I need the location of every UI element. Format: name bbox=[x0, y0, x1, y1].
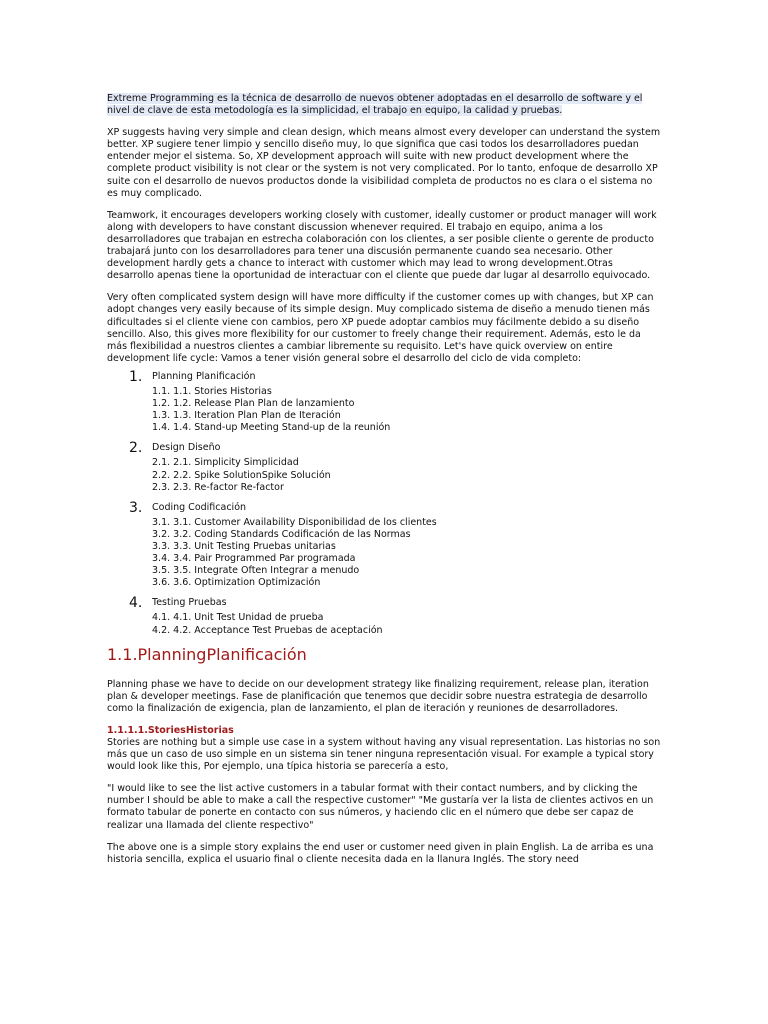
toc-subitem: 2.3. 2.3. Re-factor Re-factor bbox=[152, 481, 284, 493]
toc-subitem: 4.1. 4.1. Unit Test Unidad de prueba bbox=[152, 612, 324, 624]
toc-subitem: 3.4. 3.4. Pair Programmed Par programada bbox=[152, 553, 356, 565]
toc-subitem: 2.1. 2.1. Simplicity Simplicidad bbox=[152, 457, 299, 469]
toc-subitem: 3.2. 3.2. Coding Standards Codificación de las Normas bbox=[152, 528, 411, 540]
toc-subitem: 3.5. 3.5. Integrate Often Integrar a menudo bbox=[152, 565, 360, 577]
toc-label: Coding Codificación bbox=[152, 501, 247, 513]
toc-subitem: 3.3. 3.3. Unit Testing Pruebas unitarias bbox=[152, 541, 336, 552]
toc-subitem: 4.2. 4.2. Acceptance Test Pruebas de aceptación bbox=[152, 624, 383, 636]
document-body bbox=[107, 93, 662, 876]
toc-sublist bbox=[152, 517, 662, 590]
toc-subitem: 1.2. 1.2. Release Plan Plan de lanzamiento bbox=[152, 398, 355, 410]
toc-label: Testing Pruebas bbox=[152, 597, 227, 609]
toc-item-design bbox=[107, 442, 662, 493]
intro-paragraph bbox=[107, 93, 662, 117]
highlighted-text: Extreme Programming es la técnica de desarrollo de nuevos obtener adoptadas en el desarrollo de software y el nivel de clave de esta metodología es la simplicidad, el trabajo en equipo, la calidad y pruebas. bbox=[107, 93, 643, 117]
design-paragraph: XP suggests having very simple and clean design, which means almost every developer can understand the system better. XP sugiere tener limpio y sencillo diseño muy, lo que significa que casi todos los desarrolladores puedan entender mejor el sistema. So, XP development approach will suite with new product development where the complete product visibility is not clear or the system is not very complicated. Por lo tanto, enfoque de desarrollo XP suite con el desarrollo de nuevos productos donde la visibilidad completa de productos no es clara o el sistema no es muy complicado. bbox=[107, 127, 661, 199]
toc-sublist bbox=[152, 457, 662, 493]
stories-paragraph: Stories are nothing but a simple use case in a system without having any visual representation. Las historias no son más que un caso de uso simple en un sistema sin tener ninguna representación visual. For example a typical story would look like this, Por ejemplo, una típica historia se parecería a esto, bbox=[107, 736, 661, 773]
toc-item-testing bbox=[107, 597, 662, 636]
toc-item-planning bbox=[107, 368, 662, 434]
toc-sublist bbox=[152, 386, 662, 434]
toc-number: 1. bbox=[129, 368, 143, 385]
teamwork-paragraph: Teamwork, it encourages developers working closely with customer, ideally customer or product manager will work along with developers to have constant discussion whenever required. El trabajo en equipo, anima a los desarrolladores que trabajan en estrecha colaboración con los clientes, a ser posible cliente o gerente de producto trabajará junto con los desarrolladores para tener una discusión permanente cuando sea necesario. Other development hardly gets a chance to interact with customer which may lead to wrong development.Otras desarrollo apenas tiene la oportunidad de interactuar con el cliente que puede dar lugar al desarrollo equivocado. bbox=[107, 209, 657, 282]
toc-subitem: 1.1. 1.1. Stories Historias bbox=[152, 385, 272, 397]
story-quote-paragraph: "I would like to see the list active customers in a tabular format with their contact numbers, and by clicking the number I should be able to make a call the respective customer" "Me gustaría ver la lista de clientes activos en un formato tabular de ponerte en contacto con sus números, y haciendo clic en el número que debe ser capaz de realizar una llamada del cliente respectivo" bbox=[107, 783, 654, 831]
toc-number: 2. bbox=[129, 440, 143, 457]
toc-subitem: 2.2. 2.2. Spike SolutionSpike Solución bbox=[152, 469, 331, 481]
toc-number: 3. bbox=[129, 499, 143, 516]
closing-paragraph: The above one is a simple story explains the end user or customer need given in plain English. La de arriba es una historia sencilla, explica el usuario final o cliente necesita dada en la llanura Inglés. The story need bbox=[107, 841, 654, 865]
toc-item-coding bbox=[107, 499, 662, 590]
toc-sublist bbox=[152, 612, 662, 636]
toc-label: Planning Planificación bbox=[152, 370, 256, 382]
subsection-heading: 1.1.1.1.StoriesHistorias bbox=[107, 724, 234, 736]
toc-subitem: 1.3. 1.3. Iteration Plan Plan de Iteración bbox=[152, 410, 341, 422]
section-heading: 1.1.PlanningPlanificación bbox=[107, 644, 307, 664]
toc-label: Design Diseño bbox=[152, 442, 221, 454]
table-of-contents bbox=[107, 368, 662, 637]
toc-subitem: 3.1. 3.1. Customer Availability Disponibilidad de los clientes bbox=[152, 516, 437, 528]
complicated-design-paragraph: Very often complicated system design will have more difficulty if the customer comes up with changes, but XP can adopt changes very easily because of its simple design. Muy complicado sistema de diseño a menudo tienen más dificultades si el cliente viene con cambios, pero XP puede adoptar cambios muy fácilmente debido a su diseño sencillo. Also, this gives more flexibility for our customer to freely change their requirement. Además, esto le da más flexibilidad a nuestros clientes a cambiar libremente su requisito. Let's have quick overview on entire development life cycle: Vamos a tener visión general sobre el desarrollo del ciclo de vida completo: bbox=[107, 292, 654, 364]
toc-number: 4. bbox=[129, 595, 143, 612]
toc-subitem: 3.6. 3.6. Optimization Optimización bbox=[152, 577, 321, 589]
planning-paragraph: Planning phase we have to decide on our development strategy like finalizing requirement, release plan, iteration plan & developer meetings. Fase de planificación que tenemos que decidir sobre nuestra estrategia de desarrollo como la finalización de exigencia, plan de lanzamiento, el plan de iteración y reuniones de desarrolladores. bbox=[107, 678, 649, 714]
toc-subitem: 1.4. 1.4. Stand-up Meeting Stand-up de la reunión bbox=[152, 422, 391, 434]
